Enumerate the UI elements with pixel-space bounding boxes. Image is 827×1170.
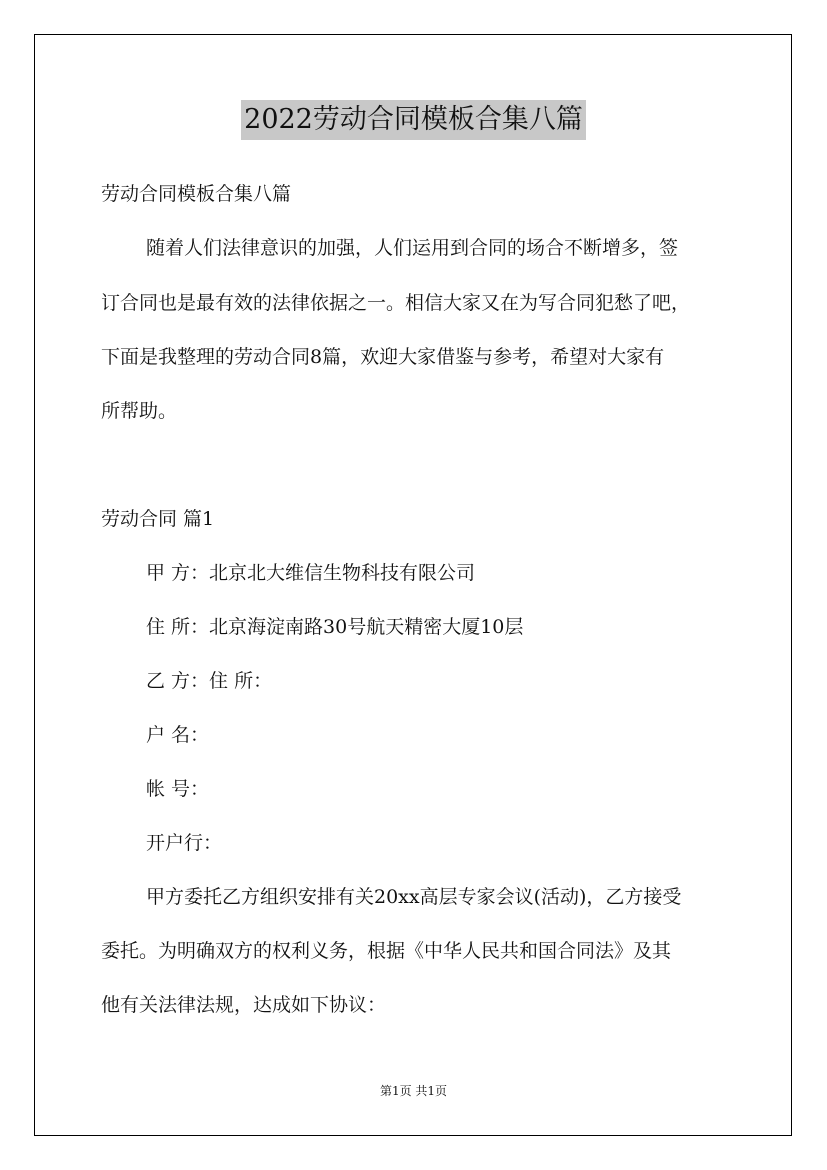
page-footer: 第1页 共1页 [379,1084,448,1098]
address-line: 住 所：北京海淀南路30号航天精密大厦10层 [146,616,524,638]
account-name-line: 户 名： [146,724,210,746]
body-line-3: 他有关法律法规，达成如下协议： [101,994,387,1016]
account-number-line: 帐 号： [146,778,210,800]
intro-line-3: 下面是我整理的劳动合同8篇，欢迎大家借鉴与参考，希望对大家有 [101,346,665,368]
intro-line-1: 随着人们法律意识的加强，人们运用到合同的场合不断增多，签 [146,237,679,259]
party-a-line: 甲 方：北京北大维信生物科技有限公司 [146,562,476,584]
intro-line-4: 所帮助。 [101,400,178,422]
document-title: 2022劳动合同模板合集八篇 [241,100,586,140]
body-line-1: 甲方委托乙方组织安排有关20xx高层专家会议(活动)，乙方接受 [146,886,682,908]
body-line-2: 委托。为明确双方的权利义务，根据《中华人民共和国合同法》及其 [101,940,672,962]
party-b-line: 乙 方：住 所： [146,670,273,692]
section-heading: 劳动合同 篇1 [101,508,215,530]
bank-line: 开户行： [146,832,223,854]
intro-line-2: 订合同也是最有效的法律依据之一。相信大家又在为写合同犯愁了吧， [101,292,691,314]
document-subtitle: 劳动合同模板合集八篇 [101,183,292,205]
title-container [0,100,827,140]
